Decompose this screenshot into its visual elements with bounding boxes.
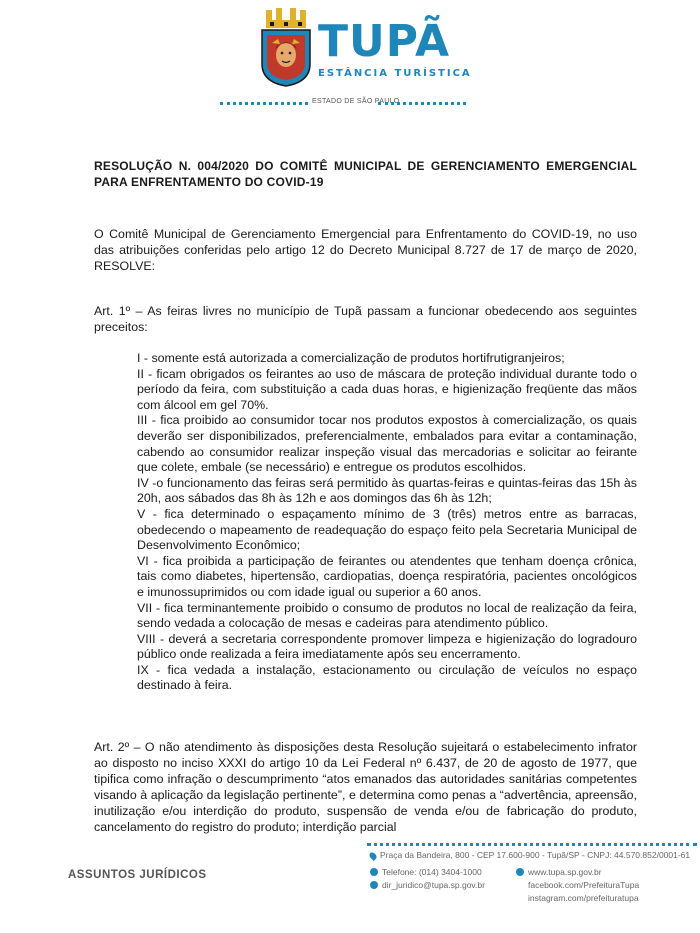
footer-website[interactable]: www.tupa.sp.gov.br [528, 867, 602, 877]
brand-name: TUPÃ [318, 16, 451, 67]
resolution-title: RESOLUÇÃO N. 004/2020 DO COMITÊ MUNICIPAL DE GERENCIAMENTO EMERGENCIAL PARA ENFRENTAMENTO DO COVID-19 [94, 159, 637, 189]
footer-contact-left [370, 866, 485, 892]
list-item: VI - fica proibida a participação de feirantes ou atendentes que tenham doença crônica, tais como diabetes, hipertensão, cardiopatias, doença respiratória, pacientes oncológicos e imunossuprimidos ou com idade igual ou superior a 60 anos. [137, 553, 637, 599]
header-dotted-rule-left [220, 102, 308, 105]
list-item: VII - fica terminantemente proibido o consumo de produtos no local de realização da feira, sendo vedada a colocação de mesas e cadeiras para atendimento público. [137, 600, 637, 631]
city-coat-of-arms-icon [258, 6, 314, 88]
list-item: V - fica determinado o espaçamento mínimo de 3 (três) metros entre as barracas, obedecendo o mapeamento de readequação do espaço feito pela Secretaria Municipal de Desenvolvimento Econômico; [137, 506, 637, 553]
footer-instagram[interactable]: instagram.com/prefeituratupa [528, 893, 639, 903]
footer-contact-right [516, 866, 639, 905]
list-item: IV -o funcionamento das feiras será permitido às quartas-feiras e quintas-feiras das 15h às 20h, aos sábados das 8h às 12h e aos domingos das 6h às 12h; [137, 475, 637, 506]
city-brand [318, 16, 472, 79]
article-1-items [137, 351, 637, 694]
footer-dotted-rule [367, 843, 697, 846]
footer-address [370, 850, 690, 860]
footer-email[interactable]: dir_juridico@tupa.sp.gov.br [382, 880, 485, 890]
header-dotted-rule-right [378, 102, 466, 105]
state-label: ESTADO DE SÃO PAULO [312, 98, 400, 105]
list-item: VIII - deverá a secretaria correspondente promover limpeza e higienização do logradouro público onde realizada a feira imediatamente após seu encerramento. [137, 631, 637, 662]
email-icon [370, 881, 378, 889]
intro-paragraph: O Comitê Municipal de Gerenciamento Emergencial para Enfrentamento do COVID-19, no uso das atribuições conferidas pelo artigo 12 do Decreto Municipal 8.727 de 17 de março de 2020, RESOLVE: [94, 227, 637, 273]
letterhead [0, 0, 700, 115]
list-item: II - ficam obrigados os feirantes ao uso de máscara de proteção individual durante todo o período da feira, com substituição a cada duas horas, e higienização freqüente das mãos com álcool em gel 70%. [137, 366, 637, 412]
brand-subtitle: ESTÂNCIA TURÍSTICA [318, 68, 472, 79]
article-1: Art. 1º – As feiras livres no município de Tupã passam a funcionar obedecendo aos seguintes preceitos: [94, 304, 637, 334]
footer-department: ASSUNTOS JURÍDICOS [68, 869, 207, 881]
footer-phone: Telefone: (014) 3404-1000 [382, 867, 482, 877]
footer-facebook[interactable]: facebook.com/PrefeituraTupa [528, 880, 640, 890]
list-item: I - somente está autorizada a comercialização de produtos hortifrutigranjeiros; [137, 351, 565, 365]
list-item: IX - fica vedada a instalação, estacionamento ou circulação de veículos no espaço destinado à feira. [137, 662, 637, 693]
article-2: Art. 2º – O não atendimento às disposições desta Resolução sujeitará o estabelecimento infrator ao disposto no inciso XXXI do artigo 10 da Lei Federal nº 6.437, de 20 de agosto de 1977, que tipifica como infração o descumprimento “atos emanados das autoridades sanitárias competentes visando à aplicação da legislação pertinente”, e determina como penas a “advertência, apreensão, inutilização e/ou interdição do produto, suspensão de venda e/ou de fabricação do produto, cancelamento do registro do produto; interdição parcial [94, 740, 637, 834]
globe-icon [516, 868, 524, 876]
phone-icon [370, 868, 378, 876]
footer-address-text: Praça da Bandeira, 800 - CEP 17.600-900 - Tupã/SP - CNPJ: 44.570.852/0001-61 [380, 850, 691, 860]
list-item: III - fica proibido ao consumidor tocar nos produtos expostos à comercialização, os quais deverão ser disponibilizados, preferencialmente, embalados para evitar a contaminação, cabendo ao consumidor realizar inspeção visual das mercadorias e solicitar ao feirante que colete, embale (se necessário) e entregue os produtos escolhidos. [137, 413, 637, 475]
